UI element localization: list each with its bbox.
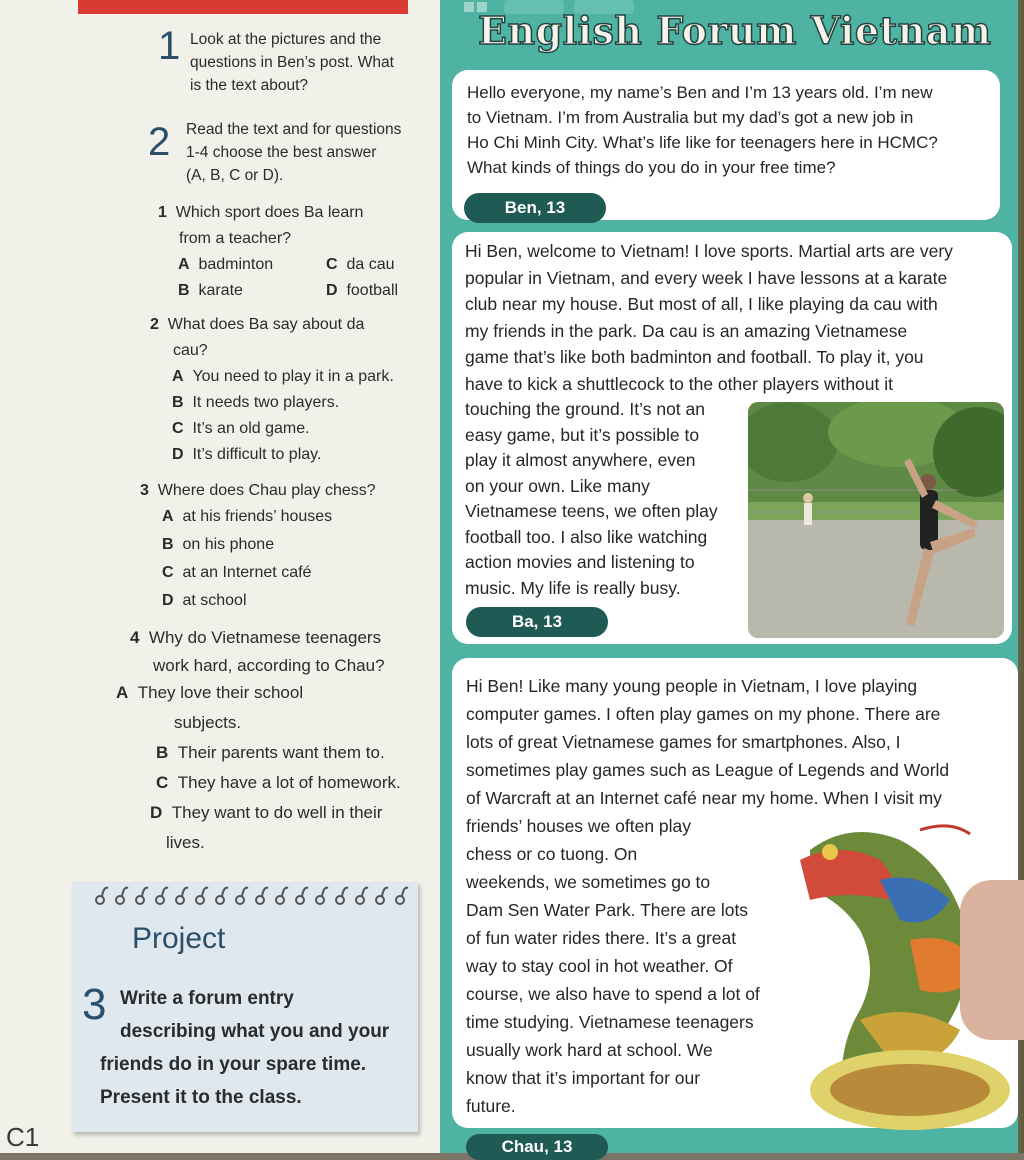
option-continued: lives.: [166, 833, 205, 852]
post-line: chess or co tuong. On: [466, 844, 638, 864]
thumb-overlay: [960, 880, 1024, 1040]
post-ben: [467, 80, 992, 180]
question-text: Why do Vietnamese teenagers: [148, 628, 382, 647]
option[interactable]: A They love their school: [116, 683, 304, 702]
project-number: 3: [82, 980, 107, 1029]
task2-line: (A, B, C or D).: [186, 167, 284, 184]
option[interactable]: C at an Internet café: [162, 564, 312, 581]
post-line: Vietnamese teens, we often play: [465, 501, 718, 521]
post-line: easy game, but it’s possible to: [465, 424, 700, 445]
post-line: my friends in the park. Da cau is an amazing Vietnamese: [465, 320, 908, 341]
question-number: 3: [140, 482, 149, 499]
post-line: Hi Ben, welcome to Vietnam! I love sports. Martial arts are very: [465, 241, 953, 261]
post-line: future.: [466, 1096, 516, 1116]
post-line: music. My life is really busy.: [465, 577, 681, 598]
option[interactable]: C They have a lot of homework.: [156, 773, 401, 792]
project-line: Write a forum entry: [120, 988, 294, 1009]
post-line: way to stay cool in hot weather. Of: [466, 956, 733, 976]
option[interactable]: D football: [326, 282, 399, 299]
option[interactable]: D at school: [162, 592, 247, 609]
question-1: [158, 200, 438, 252]
post-line: Hello everyone, my name’s Ben and I’m 13 years old. I’m new: [467, 83, 933, 102]
question-text: Where does Chau play chess?: [157, 482, 376, 499]
post-line: of fun water rides there. It’s a great: [466, 928, 737, 948]
question-3: [140, 478, 440, 504]
option-continued: subjects.: [174, 713, 242, 732]
post-line: sometimes play games such as League of Legends and World: [466, 760, 950, 780]
post-line: to Vietnam. I’m from Australia but my dad’s got a new job in: [467, 108, 914, 127]
post-ba-wrapped: [465, 397, 737, 601]
question-2: [150, 312, 430, 364]
post-line: have to kick a shuttlecock to the other players without it: [465, 373, 893, 394]
option[interactable]: B It needs two players.: [172, 394, 340, 411]
post-line: lots of great Vietnamese games for smartphones. Also, I: [466, 732, 901, 752]
question-text: What does Ba say about da: [167, 316, 365, 333]
top-red-bar: [78, 0, 408, 14]
task1-instructions: [190, 28, 430, 97]
option[interactable]: B karate: [178, 282, 243, 299]
option[interactable]: A badminton: [178, 256, 274, 273]
question-number: 4: [130, 628, 140, 647]
post-line: game that’s like both badminton and football. To play it, you: [465, 347, 924, 367]
post-line: usually work hard at school. We: [466, 1040, 713, 1060]
post-line: computer games. I often play games on my phone. There are: [466, 704, 941, 724]
task1-line: Look at the pictures and the: [190, 31, 382, 48]
author-pill-chau: Chau, 13: [466, 1134, 608, 1160]
project-instructions: [100, 982, 410, 1114]
post-line: know that it’s important for our: [466, 1068, 701, 1088]
project-card: [72, 882, 418, 1132]
post-line: of Warcraft at an Internet café near my home. When I visit my: [466, 788, 942, 808]
question-text: work hard, according to Chau?: [153, 656, 385, 675]
question-text: cau?: [173, 342, 208, 359]
post-line: on your own. Like many: [465, 475, 650, 496]
question-number: 1: [158, 204, 167, 221]
option[interactable]: B on his phone: [162, 536, 275, 553]
post-line: play it almost anywhere, even: [465, 450, 696, 470]
option[interactable]: D It’s difficult to play.: [172, 446, 322, 463]
option[interactable]: D They want to do well in their: [150, 803, 383, 822]
task1-line: is the text about?: [190, 77, 309, 94]
project-line: friends do in your spare time.: [100, 1054, 367, 1075]
post-line: Dam Sen Water Park. There are lots: [466, 900, 749, 920]
option[interactable]: A You need to play it in a park.: [172, 368, 394, 385]
task1-line: questions in Ben’s post. What: [190, 54, 394, 71]
option[interactable]: C It’s an old game.: [172, 420, 310, 437]
forum-title: English Forum Vietnam: [478, 8, 992, 53]
task2-line: 1-4 choose the best answer: [186, 144, 377, 161]
post-line: touching the ground. It’s not an: [465, 399, 705, 419]
option[interactable]: A at his friends’ houses: [162, 508, 333, 525]
author-pill-ben: Ben, 13: [464, 193, 606, 223]
post-ba: [465, 238, 985, 397]
project-line: describing what you and your: [120, 1021, 390, 1042]
option[interactable]: B Their parents want them to.: [156, 743, 385, 762]
post-line: course, we also have to spend a lot of: [466, 984, 760, 1004]
post-line: action movies and listening to: [465, 552, 695, 572]
post-line: popular in Vietnam, and every week I have lessons at a karate: [465, 267, 948, 288]
question-text: from a teacher?: [179, 230, 292, 247]
post-line: What kinds of things do you do in your free time?: [467, 158, 836, 177]
page-label: C1: [6, 1122, 40, 1152]
post-line: Hi Ben! Like many young people in Vietnam, I love playing: [466, 676, 918, 696]
author-pill-ba: Ba, 13: [466, 607, 608, 637]
post-line: football too. I also like watching: [465, 526, 708, 547]
project-title: Project: [132, 922, 226, 955]
post-line: Ho Chi Minh City. What’s life like for teenagers here in HCMC?: [467, 133, 938, 152]
spiral-binding-icon: [90, 882, 410, 908]
post-line: weekends, we sometimes go to: [466, 872, 711, 892]
task2-line: Read the text and for questions: [186, 121, 402, 138]
post-line: club near my house. But most of all, I like playing da cau with: [465, 294, 938, 314]
question-number: 2: [150, 316, 159, 333]
question-text: Which sport does Ba learn: [175, 204, 364, 221]
post-line: time studying. Vietnamese teenagers: [466, 1012, 754, 1032]
project-line: Present it to the class.: [100, 1087, 302, 1108]
question-4: [130, 624, 440, 680]
task2-number: 2: [148, 120, 171, 164]
task2-instructions: [186, 118, 436, 187]
option[interactable]: C da cau: [326, 256, 395, 273]
karate-kick-photo: [748, 402, 1004, 638]
post-line: friends’ houses we often play: [466, 816, 692, 836]
task1-number: 1: [158, 24, 181, 68]
